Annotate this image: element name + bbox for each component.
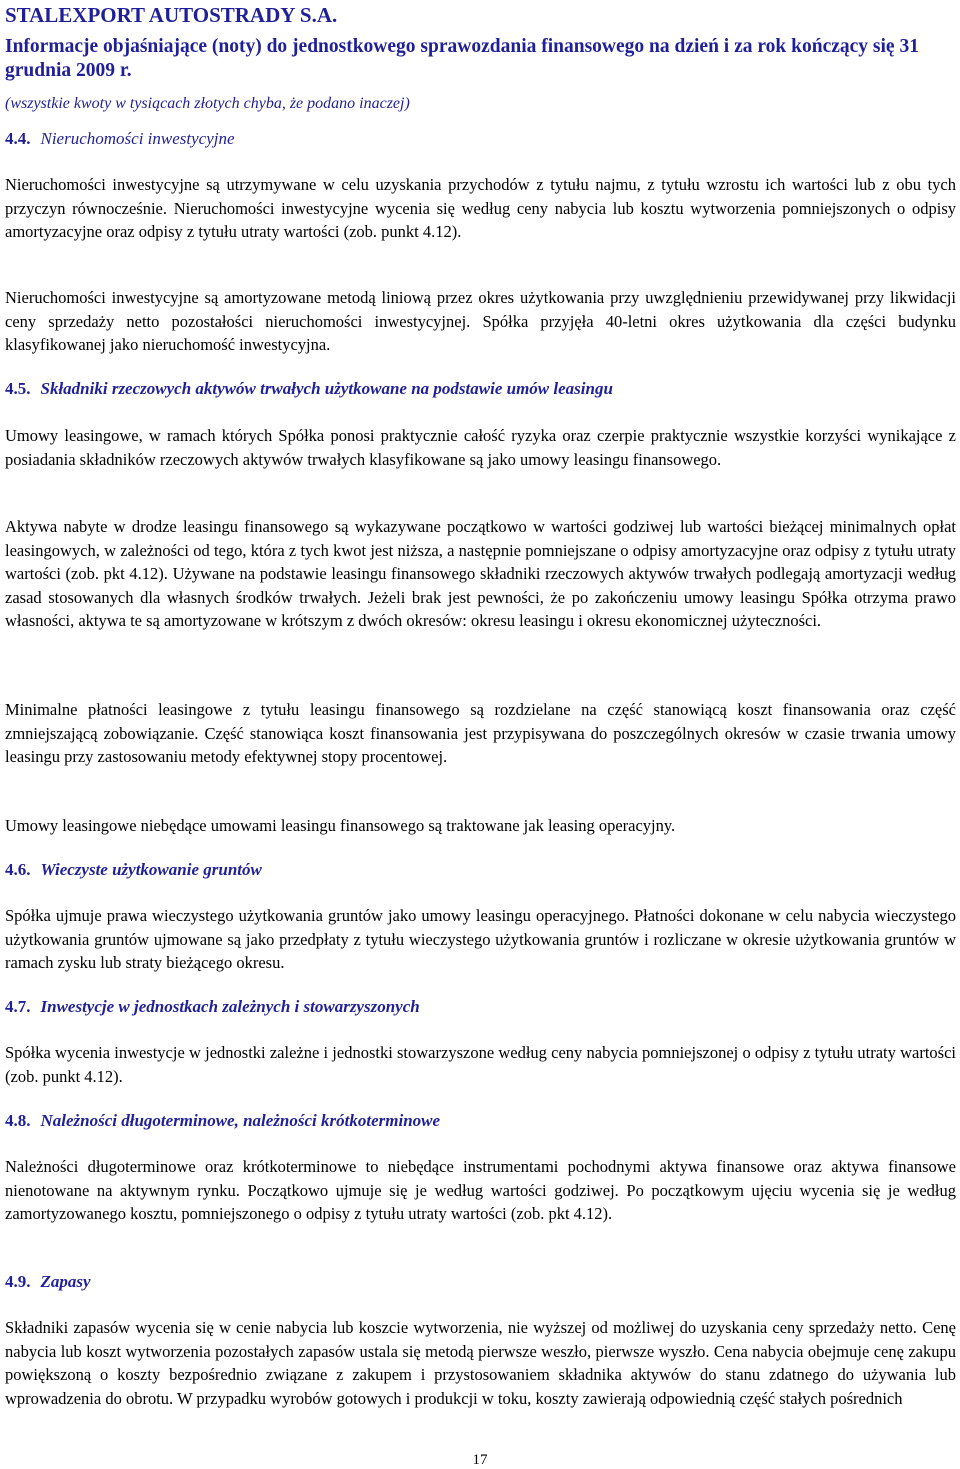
section-heading-4-7 (5, 996, 955, 1018)
paragraph: Minimalne płatności leasingowe z tytułu leasingu finansowego są rozdzielane na część stanowiącą koszt finansowania oraz część zmniejszającą zobowiązanie. Część stanowiąca koszt finansowania jest przypisywana do poszczególnych okresów w czasie trwania umowy leasingu przy zastosowaniu metody efektywnej stopy procentowej. (5, 700, 956, 766)
section-heading-4-8 (5, 1110, 955, 1132)
paragraph: Spółka ujmuje prawa wieczystego użytkowania gruntów jako umowy leasingu operacyjnego. Płatności dokonane w celu nabycia wieczystego użytkowania gruntów ujmowane są jako przedpłaty z tytułu wieczystego użytkowania gruntów i rozliczane w okresie użytkowania gruntów w ramach zysku lub straty bieżącego okresu. (5, 906, 956, 972)
section-heading-4-6 (5, 859, 955, 881)
section-heading-4-5 (5, 378, 955, 400)
section-number: 4.5. (5, 379, 31, 398)
section-heading-4-9 (5, 1271, 955, 1293)
section-number: 4.4. (5, 129, 31, 148)
paragraph: Umowy leasingowe, w ramach których Spółka ponosi praktycznie całość ryzyka oraz czerpie praktycznie wszystkie korzyści wynikające z posiadania składników rzeczowych aktywów trwałych klasyfikowane są jako umowy leasingu finansowego. (5, 426, 956, 469)
section-number: 4.9. (5, 1272, 31, 1291)
section-title: Inwestycje w jednostkach zależnych i stowarzyszonych (40, 997, 420, 1016)
section-title: Należności długoterminowe, należności krótkoterminowe (40, 1111, 441, 1130)
section-number: 4.8. (5, 1111, 31, 1130)
company-name: STALEXPORT AUTOSTRADY S.A. (5, 3, 338, 27)
paragraph: Spółka wycenia inwestycje w jednostki zależne i jednostki stowarzyszone według ceny nabycia pomniejszonej o odpisy z tytułu utraty wartości (zob. punkt 4.12). (5, 1043, 956, 1086)
paragraph: Nieruchomości inwestycyjne są amortyzowane metodą liniową przez okres użytkowania przy uwzględnieniu przewidywanej przy likwidacji ceny sprzedaży netto pozostałości nieruchomości inwestycyjnej. Spółka przyjęła 40-letni okres użytkowania dla części budynku klasyfikowanej jako nieruchomość inwestycyjna. (5, 288, 956, 354)
section-number: 4.7. (5, 997, 31, 1016)
section-heading-4-4 (5, 128, 955, 150)
paragraph: Nieruchomości inwestycyjne są utrzymywane w celu uzyskania przychodów z tytułu najmu, z tytułu wzrostu ich wartości lub z obu tych przyczyn równocześnie. Nieruchomości inwestycyjne wycenia się według ceny nabycia lub kosztu wytworzenia pomniejszonych o odpisy amortyzacyjne oraz odpisy z tytułu utraty wartości (zob. punkt 4.12). (5, 175, 956, 241)
document-title: Informacje objaśniające (noty) do jednostkowego sprawozdania finansowego na dzień i za rok kończący się 31 grudnia 2009 r. (5, 36, 919, 81)
paragraph: Składniki zapasów wycenia się w cenie nabycia lub koszcie wytworzenia, nie wyższej od możliwej do uzyskania ceny sprzedaży netto. Cenę nabycia lub koszt wytworzenia pozostałych zapasów ustala się metodą pierwsze weszło, pierwsze wyszło. Cena nabycia obejmuje cenę zakupu powiększoną o koszty bezpośrednio związane z zakupem i przystosowaniem składnika aktywów do stanu zdatnego do używania lub wprowadzenia do obrotu. W przypadku wyrobów gotowych i produkcji w toku, koszty zawierają odpowiednią część stałych pośrednich (5, 1318, 956, 1408)
section-title: Nieruchomości inwestycyjne (40, 129, 235, 148)
section-title: Zapasy (40, 1272, 91, 1291)
paragraph: Aktywa nabyte w drodze leasingu finansowego są wykazywane początkowo w wartości godziwej lub wartości bieżącej minimalnych opłat leasingowych, w zależności od tego, która z tych kwot jest niższa, a następnie pomniejszane o odpisy amortyzacyjne oraz odpisy z tytułu utraty wartości (zob. pkt 4.12). Używane na podstawie leasingu finansowego składniki rzeczowych aktywów trwałych podlegają amortyzacji według zasad stosowanych dla własnych środków trwałych. Jeżeli brak jest pewności, że po zakończeniu umowy leasingu Spółka otrzyma prawo własności, aktywa te są amortyzowane w krótszym z dwóch okresów: okresu leasingu i okresu ekonomicznej użyteczności. (5, 517, 956, 630)
page-number: 17 (472, 1452, 488, 1468)
section-title: Składniki rzeczowych aktywów trwałych użytkowane na podstawie umów leasingu (40, 379, 613, 398)
amounts-note: (wszystkie kwoty w tysiącach złotych chyba, że podano inaczej) (5, 95, 410, 112)
section-number: 4.6. (5, 860, 31, 879)
section-title: Wieczyste użytkowanie gruntów (40, 860, 262, 879)
paragraph: Umowy leasingowe niebędące umowami leasingu finansowego są traktowane jak leasing operacyjny. (5, 816, 676, 835)
paragraph: Należności długoterminowe oraz krótkoterminowe to niebędące instrumentami pochodnymi aktywa finansowe oraz aktywa finansowe nienotowane na aktywnym rynku. Początkowo ujmuje się je według wartości godziwej. Po początkowym ujęciu wycenia się je według zamortyzowanego kosztu, pomniejszonego o odpisy z tytułu utraty wartości (zob. pkt 4.12). (5, 1157, 956, 1223)
